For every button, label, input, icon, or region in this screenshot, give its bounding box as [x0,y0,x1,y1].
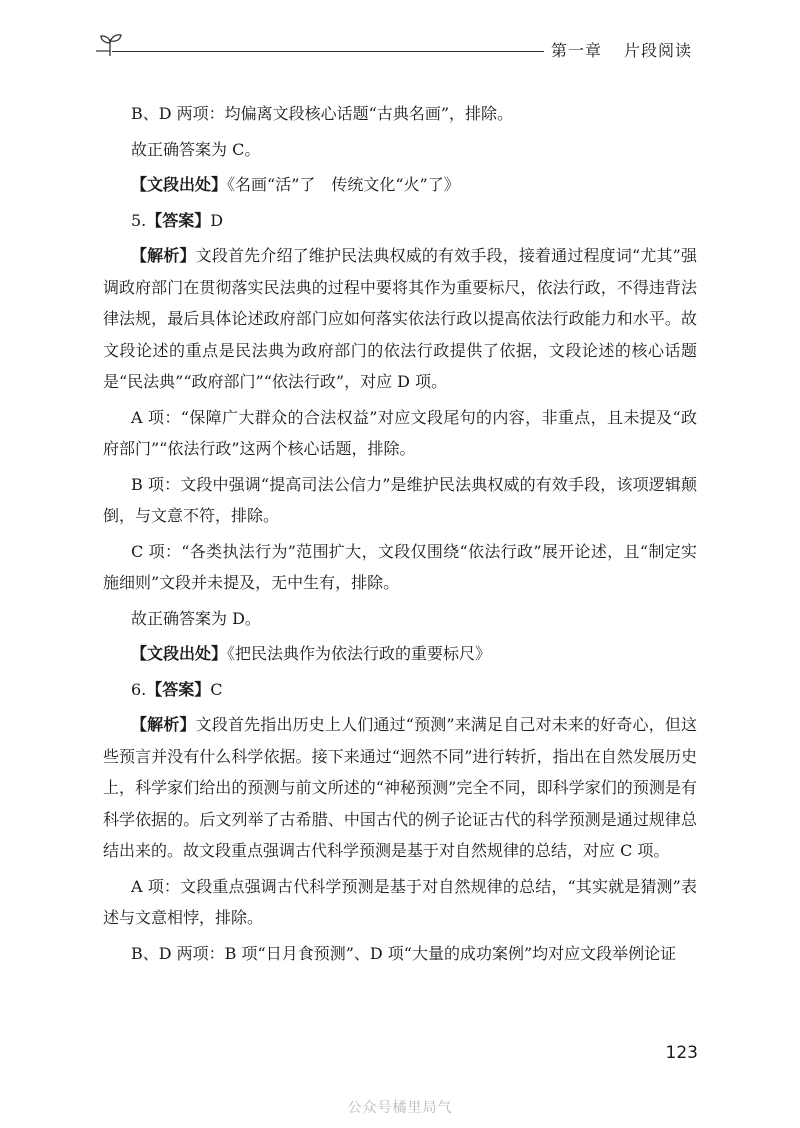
paragraph: 故正确答案为 C。 [131,139,261,159]
answer-line [103,205,697,237]
option-a-paragraph: A 项：“保障广大群众的合法权益”对应文段尾句的内容，非重点，且未提及“政府部门”“依法行政”这两个核心话题，排除。 [103,407,697,458]
answer-value: D [210,210,224,230]
sprout-icon [92,30,128,58]
analysis-paragraph: 【解析】文段首先指出历史上人们通过“预测”来满足自己对未来的好奇心，但这些预言并没有什么科学依据。接下来通过“迥然不同”进行转折，指出在自然发展历史上，科学家们给出的预测与前文所述的“神秘预测”完全不同，即科学家们的预测是有科学依据的。后文列举了古希腊、中国古代的例子论证古代的科学预测是通过规律总结出来的。故文段重点强调古代科学预测是基于对自然规律的总结，对应 C 项。 [103,715,697,860]
page-number: 123 [665,1043,698,1063]
chapter-title [551,38,692,61]
paragraph: B、D 两项：均偏离文段核心话题“古典名画”，排除。 [131,104,514,123]
analysis-label: 【解析】 [131,715,196,734]
option-a-paragraph: A 项：文段重点强调古代科学预测是基于对自然规律的总结，“其实就是猜测”表述与文意相悖，排除。 [103,876,697,927]
paragraph: 故正确答案为 D。 [131,608,261,628]
answer-label: 【答案】 [146,679,211,699]
chapter-number: 第一章 [550,41,602,60]
option-c-paragraph: C 项：“各类执法行为”范围扩大，文段仅围绕“依法行政”展开论述，且“制定实施细则”文段并未提及，无中生有，排除。 [103,541,697,592]
header-rule [112,51,544,52]
answer-line [103,674,697,706]
source-citation: 【文段出处】《把民法典作为依法行政的重要标尺》 [131,644,492,663]
running-header [92,30,692,70]
question-number: 6. [131,679,147,699]
watermark: 公众号橘里局气 [347,1100,453,1116]
source-label: 【文段出处】 [131,644,228,663]
source-label: 【文段出处】 [131,175,228,194]
analysis-paragraph: 【解析】文段首先介绍了维护民法典权威的有效手段，接着通过程度词“尤其”强调政府部门在贯彻落实民法典的过程中要将其作为重要标尺，依法行政，不得违背法律法规，最后具体论述政府部门应如何落实依法行政以提高依法行政能力和水平。故文段论述的重点是民法典为政府部门的依法行政提供了依据，文段论述的核心话题是“民法典”“政府部门”“依法行政”，对应 D 项。 [103,246,697,391]
option-bd-paragraph: B、D 两项：B 项“日月食预测”、D 项“大量的成功案例”均对应文段举例论证 [131,943,677,963]
source-citation: 【文段出处】《名画“活”了 传统文化“火”了》 [131,175,460,194]
page-body [103,98,697,969]
analysis-label: 【解析】 [131,246,196,265]
chapter-section: 片段阅读 [623,41,692,60]
option-b-paragraph: B 项：文段中强调“提高司法公信力”是维护民法典权威的有效手段，该项逻辑颠倒，与文意不符，排除。 [103,474,697,525]
question-number: 5. [131,210,147,230]
answer-value: C [210,679,223,699]
answer-label: 【答案】 [146,210,211,230]
